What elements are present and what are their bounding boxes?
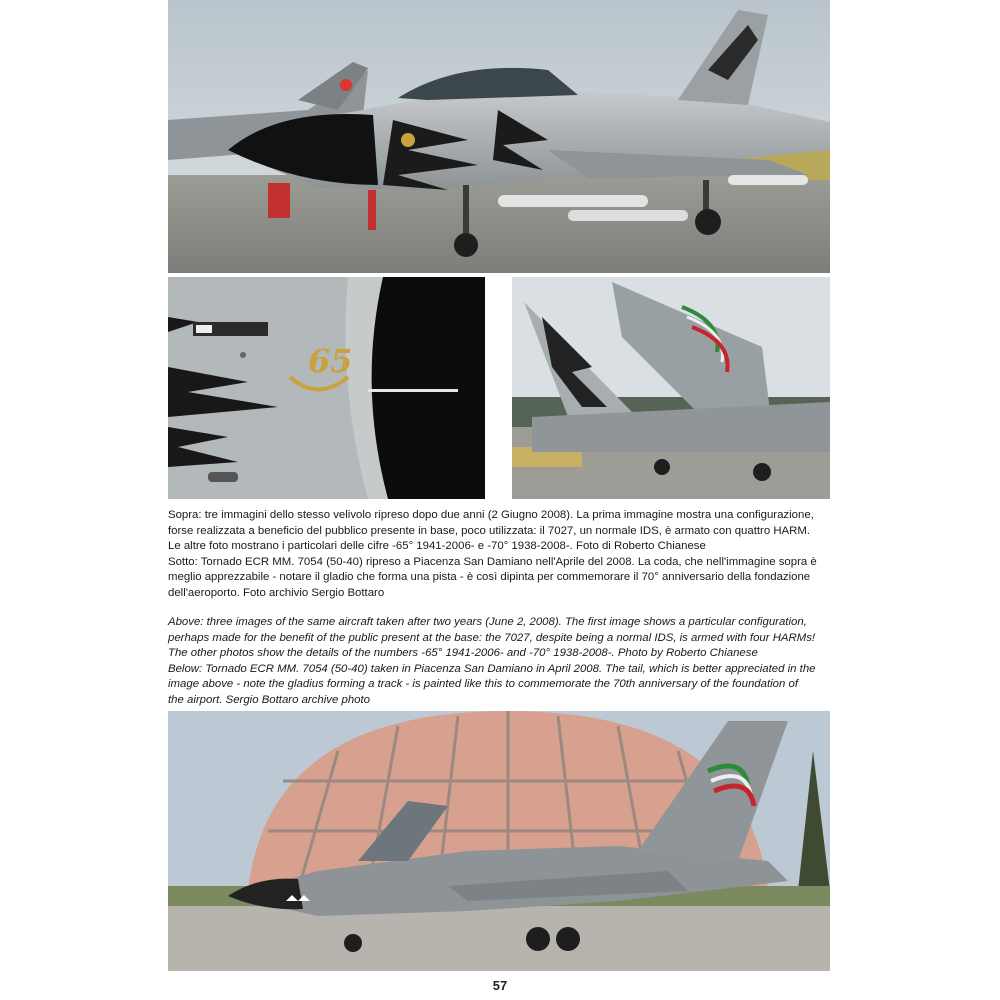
photo-top-tornado-7027 [168, 0, 830, 273]
caption-en-line: Above: three images of the same aircraft taken after two years (June 2, 2008). The first image shows a particular configuration, [168, 616, 807, 628]
photo-tail-fins-detail [512, 277, 830, 499]
page-number: 57 [492, 978, 508, 993]
caption-english [168, 615, 830, 709]
photo-nose-detail-65 [168, 277, 485, 499]
caption-it-line: meglio apprezzabile - notare il gladio che forma una pista - è così dipinta per commemorare il 70° anniversario della fondazione [168, 571, 811, 584]
caption-italian [168, 508, 830, 602]
photo-bottom-tornado-ecr-7054 [168, 711, 830, 971]
caption-en-line: perhaps made for the benefit of the public present at the base: the 7027, despite being a normal IDS, is armed with four HARMs! [168, 631, 816, 644]
caption-it-line: Le altre foto mostrano i particolari delle cifre -65° 1941-2006- e -70° 1938-2008-. Foto di Roberto Chianese [168, 540, 706, 553]
caption-en-line: the airport. Sergio Bottaro archive photo [168, 693, 370, 706]
caption-it-line: Sopra: tre immagini dello stesso velivolo ripreso dopo due anni (2 Giugno 2008). La prima immagine mostra una configurazione, [168, 509, 814, 521]
caption-en-line: image above - note the gladius forming a track - is painted like this to commemorate the 70th anniversary of the foundation of [168, 678, 798, 691]
caption-it-line: Sotto: Tornado ECR MM. 7054 (50-40) ripreso a Piacenza San Damiano nell'Aprile del 2008. La coda, che nell'immagine sopra è [168, 555, 817, 568]
caption-it-line: dell'aeroporto. Foto archivio Sergio Bottaro [168, 586, 385, 599]
svg-text:65: 65 [308, 342, 353, 380]
caption-it-line: forse realizzata a beneficio del pubblico presente in base, poco utilizzata: il 7027, un normale IDS, è armato con quattro HARM. [168, 524, 811, 537]
caption-en-line: Below: Tornado ECR MM. 7054 (50-40) taken in Piacenza San Damiano in April 2008. The tail, which is better appreciated in the [168, 662, 816, 675]
caption-en-line: The other photos show the details of the numbers -65° 1941-2006- and -70° 1938-2008-. Photo by Roberto Chianese [168, 647, 758, 660]
